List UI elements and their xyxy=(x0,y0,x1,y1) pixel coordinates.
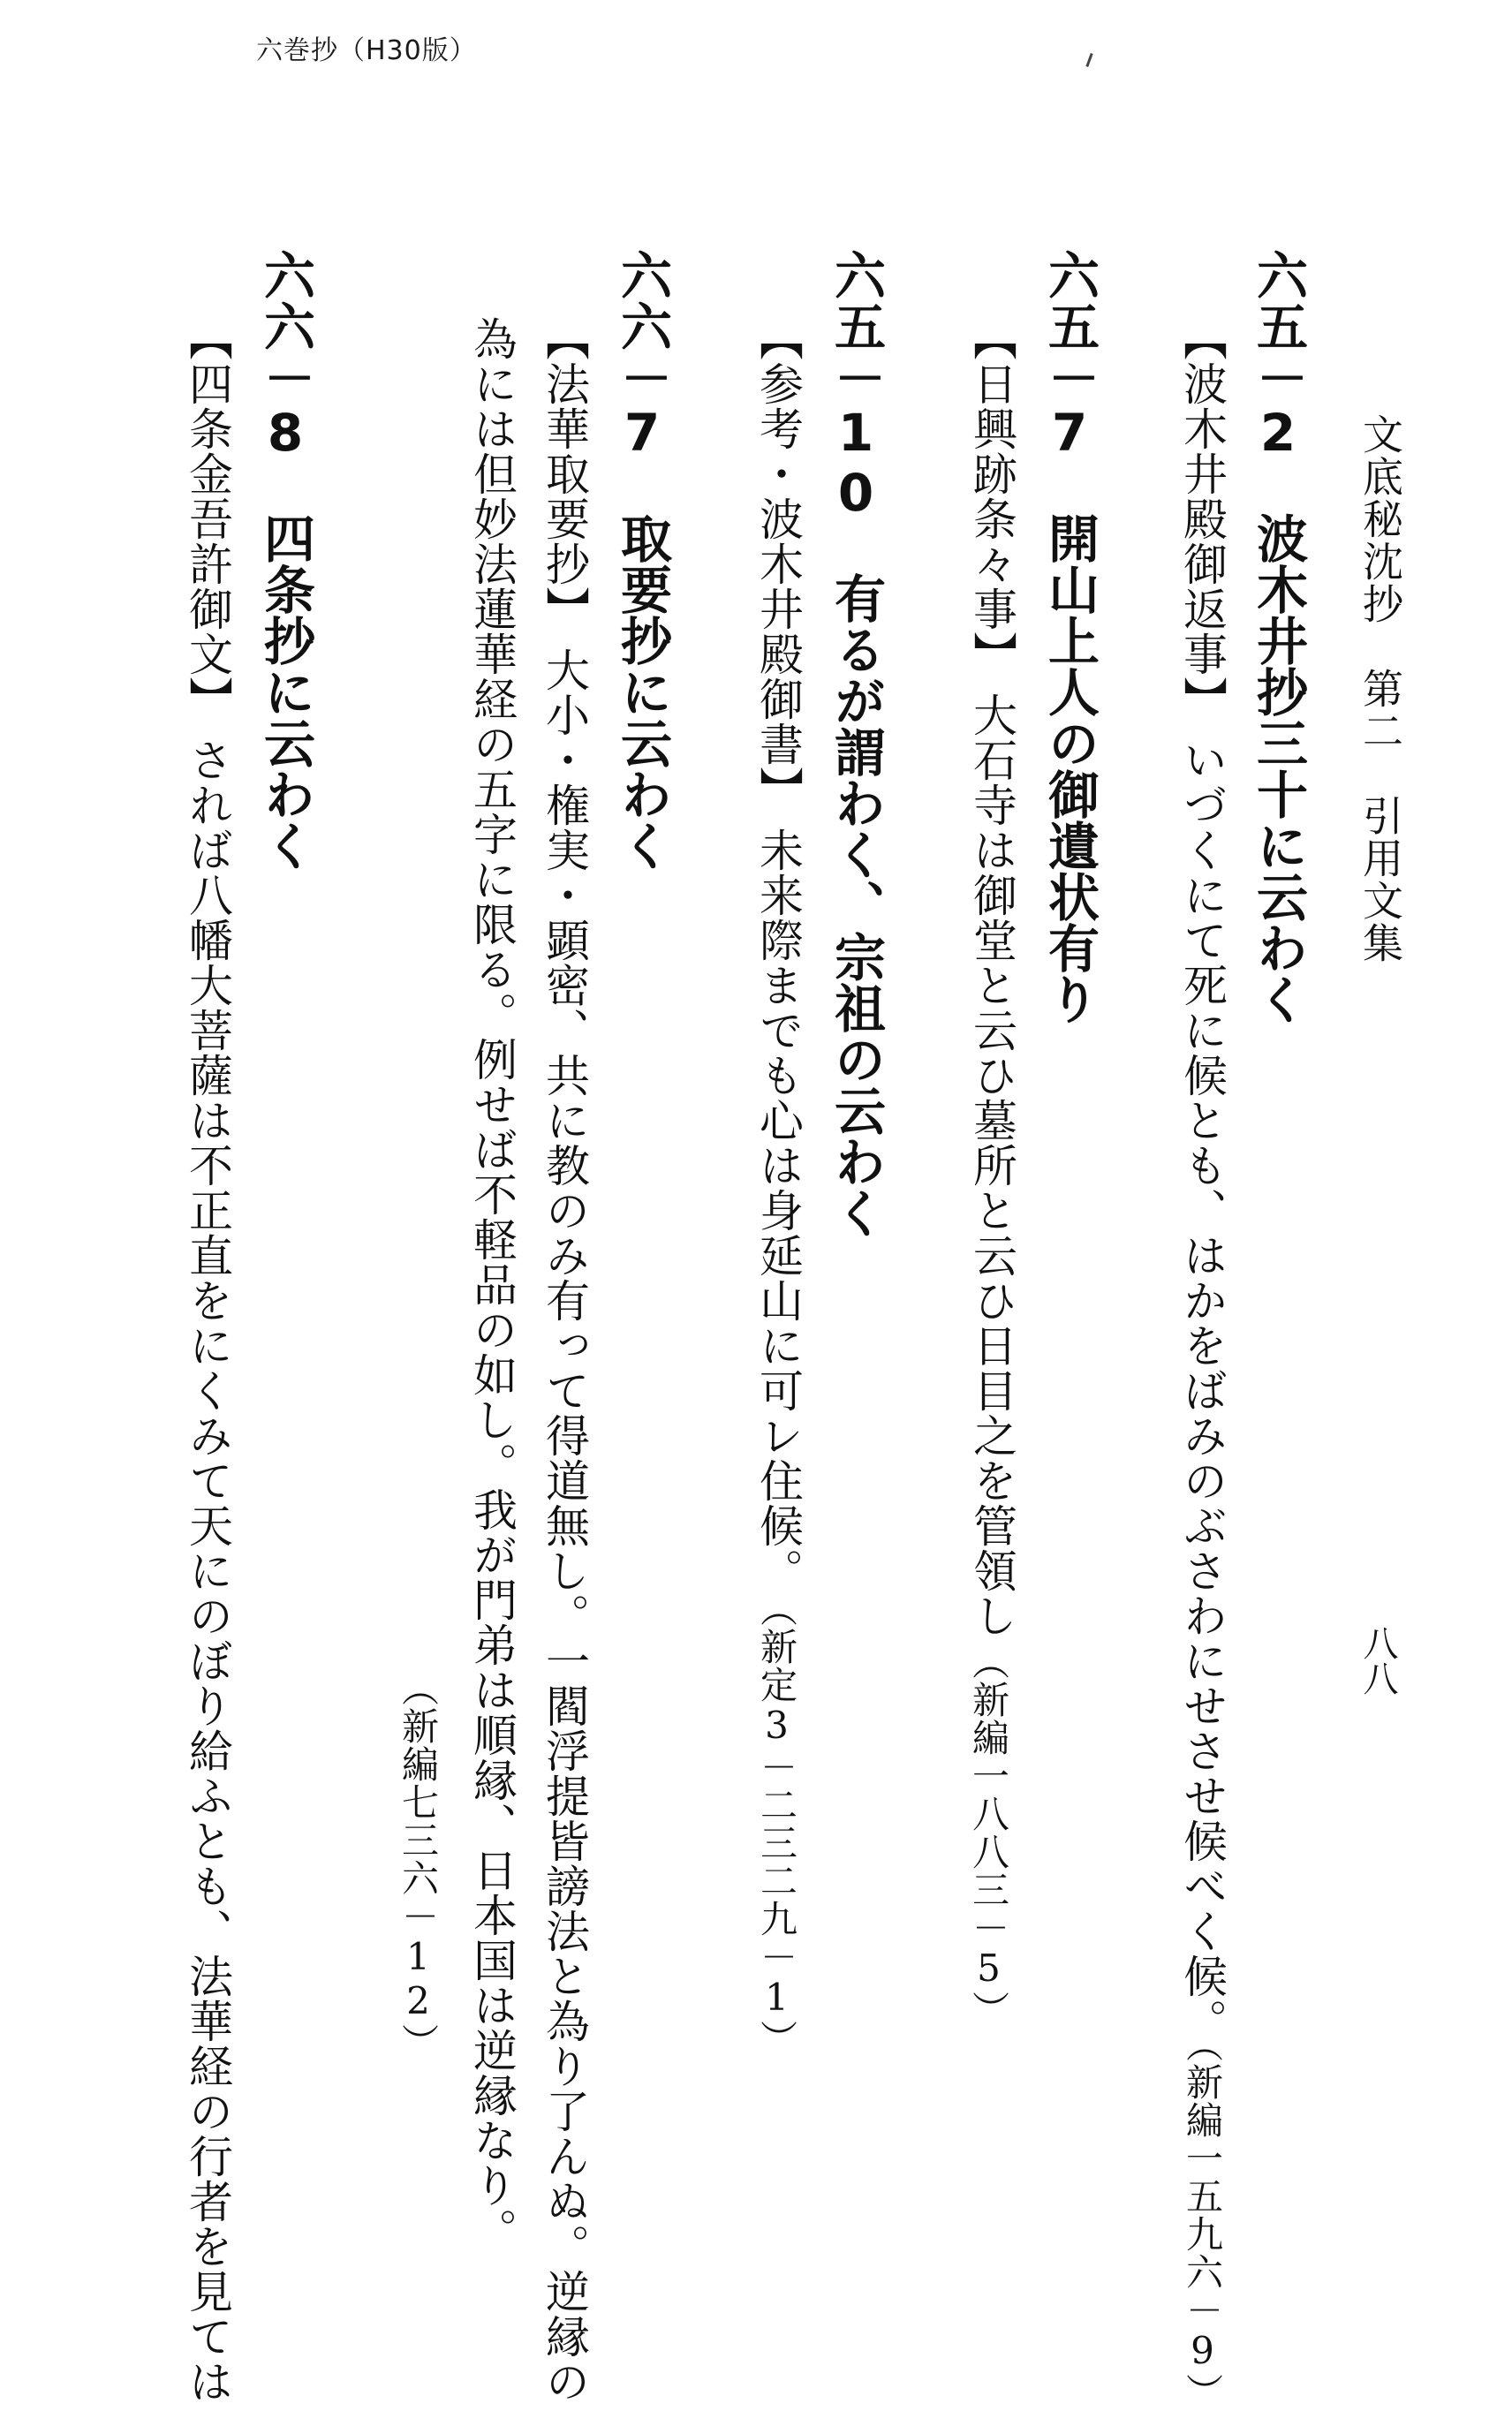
section-heading xyxy=(1040,249,1100,1024)
quote-text: 未来際までも心は身延山に可レ住候。 xyxy=(752,828,804,1593)
quote-line xyxy=(1176,316,1228,2411)
quote-source: 【参考・波木井殿御書】 xyxy=(752,316,804,812)
quote-line xyxy=(752,316,804,1593)
quote-text: 大石寺は御堂と云ひ墓所と云ひ日目之を管領し xyxy=(966,692,1017,1638)
quote-citation: （新編一八八三－5） xyxy=(967,1643,1010,2029)
quote-source: 【四条金吾許御文】 xyxy=(182,316,233,722)
section-number: 六六－8 xyxy=(255,249,315,463)
quote-text: いづくにて死に候とも、はかをばみのぶさわにせさせ候べく候。 xyxy=(1176,737,1228,2044)
quote-citation: （新編一五九六－9） xyxy=(1181,2044,1224,2411)
quote-text: 大小・権実・顕密、共に教のみ有って得道無し。一閻浮提皆謗法と為り了んぬ。逆縁の xyxy=(539,647,590,2404)
section-number: 六五－7 xyxy=(1040,249,1100,463)
quote-text: されば八幡大菩薩は不正直をにくみて天にのぼり給ふとも、法華経の行者を見ては xyxy=(182,737,233,2404)
running-head: 文底秘沈抄 第二 引用文集 xyxy=(1357,413,1404,964)
section-number: 六五－2 xyxy=(1248,249,1308,463)
section-number: 六五－10 xyxy=(826,249,886,523)
quote-line xyxy=(966,316,1017,1638)
section-heading xyxy=(1248,249,1308,1024)
quote-source: 【波木井殿御返事】 xyxy=(1176,316,1228,722)
section-heading xyxy=(826,249,886,1238)
section-title: 取要抄に云わく xyxy=(612,512,672,871)
page-number: 八八 xyxy=(1357,1625,1398,1696)
quote-source: 【日興跡条々事】 xyxy=(966,316,1017,676)
scan-speck xyxy=(1085,53,1092,67)
section-title: 波木井抄三十に云わく xyxy=(1248,512,1308,1024)
quote-citation: （新定3－二三二九－1） xyxy=(755,1590,798,2058)
section-title: 開山上人の御遺状有り xyxy=(1040,512,1100,1024)
header-stamp: 六巻抄（H30版） xyxy=(256,35,477,66)
section-heading xyxy=(255,249,315,871)
quote-source: 【法華取要抄】 xyxy=(539,316,590,631)
quote-citation: （新編七三六－12） xyxy=(397,1669,440,2061)
section-number: 六六－7 xyxy=(612,249,672,463)
section-title: 有るが謂わく、宗祖の云わく xyxy=(826,572,886,1238)
quote-line xyxy=(182,316,233,2404)
quote-line xyxy=(539,316,590,2404)
section-heading xyxy=(612,249,672,871)
quote-text: 為には但妙法蓮華経の五字に限る。例せば不軽品の如し。我が門弟は順縁、日本国は逆縁なり。 xyxy=(466,316,518,2253)
quote-line xyxy=(466,316,518,2253)
section-title: 四条抄に云わく xyxy=(255,512,315,871)
